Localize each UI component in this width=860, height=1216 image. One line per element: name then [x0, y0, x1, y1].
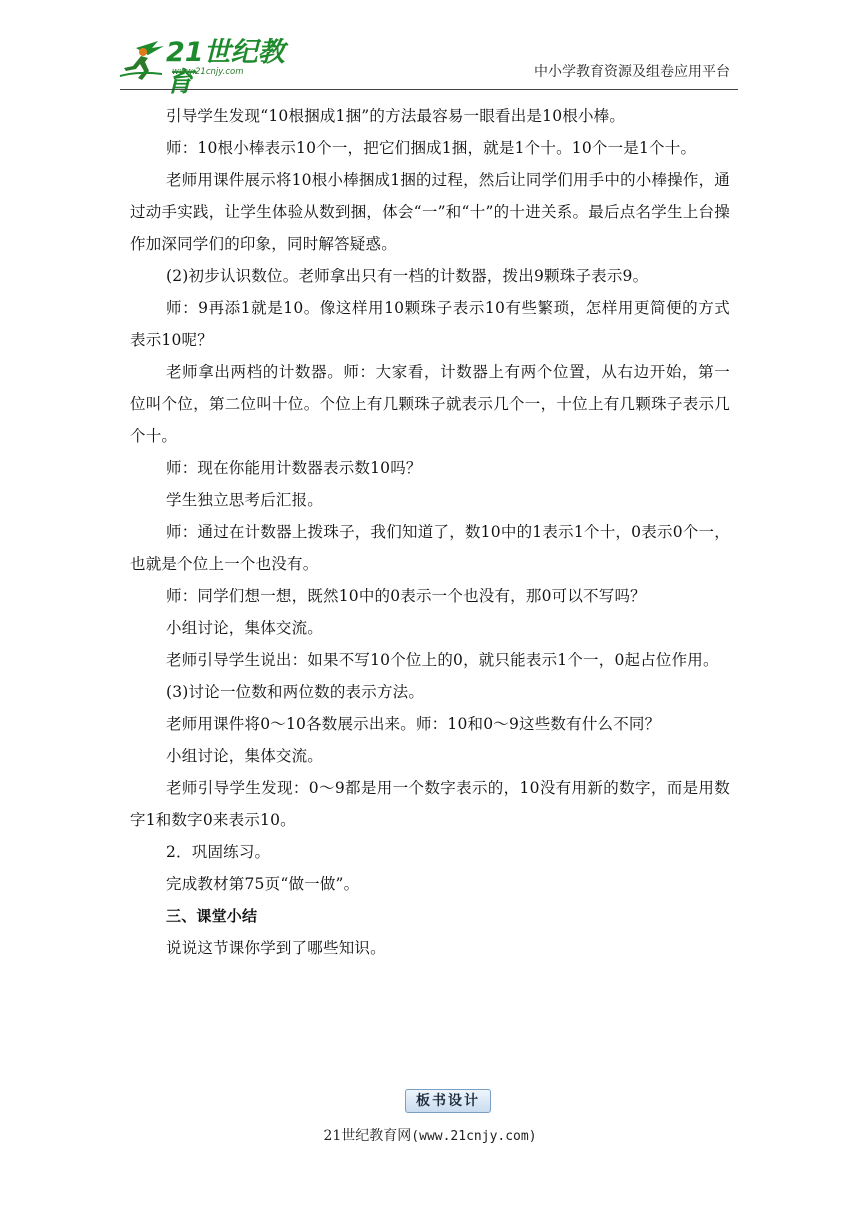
paragraph: 师：同学们想一想，既然10中的0表示一个也没有，那0可以不写吗？: [166, 587, 646, 605]
section-heading: 三、课堂小结: [166, 907, 258, 925]
paragraph: 师：10根小棒表示10个一，把它们捆成1捆，就是1个十。10个一是1个十。: [166, 139, 697, 157]
logo: [118, 37, 288, 98]
paragraph: 说说这节课你学到了哪些知识。: [166, 939, 386, 957]
paragraph: 引导学生发现“10根捆成1捆”的方法最容易一眼看出是10根小棒。: [166, 107, 626, 125]
paragraph: (3)讨论一位数和两位数的表示方法。: [166, 683, 425, 701]
paragraph: 师：通过在计数器上拨珠子，我们知道了，数10中的1表示1个十，0表示0个一，也就是个位上一个也没有。: [130, 523, 730, 573]
paragraph: 老师用课件展示将10根小棒捆成1捆的过程，然后让同学们用手中的小棒操作，通过动手实践，让学生体验从数到捆，体会“一”和“十”的十进关系。最后点名学生上台操作加深同学们的印象，同时解答疑惑。: [130, 171, 730, 253]
footer-url: (www.21cnjy.com): [411, 1129, 537, 1144]
paragraph: 学生独立思考后汇报。: [166, 491, 324, 509]
logo-text: 21世纪教育: [166, 37, 285, 98]
paragraph: 老师引导学生说出：如果不写10个位上的0，就只能表示1个一，0起占位作用。: [166, 651, 719, 669]
page-header: [0, 0, 860, 98]
paragraph: 小组讨论，集体交流。: [166, 619, 324, 637]
paragraph: 小组讨论，集体交流。: [166, 747, 324, 765]
paragraph: 完成教材第75页“做一做”。: [166, 875, 360, 893]
paragraph: 老师引导学生发现：0～9都是用一个数字表示的，10没有用新的数字，而是用数字1和数字0来表示10。: [130, 779, 730, 829]
paragraph: 师：9再添1就是10。像这样用10颗珠子表示10有些繁琐，怎样用更简便的方式表示10呢？: [130, 299, 730, 349]
header-tagline: 中小学教育资源及组卷应用平台: [534, 64, 730, 80]
paragraph: 老师用课件将0～10各数展示出来。师：10和0～9这些数有什么不同？: [166, 715, 661, 733]
logo-url: www.21cnjy.com: [172, 67, 244, 77]
paragraph: (2)初步认识数位。老师拿出只有一档的计数器，拨出9颗珠子表示9。: [166, 267, 649, 285]
board-design-label: 板书设计: [405, 1089, 491, 1113]
header-divider: [120, 89, 738, 90]
paragraph: 老师拿出两档的计数器。师：大家看，计数器上有两个位置，从右边开始，第一位叫个位，第二位叫十位。个位上有几颗珠子就表示几个一，十位上有几颗珠子表示几个十。: [130, 363, 730, 445]
page-footer: [0, 1125, 860, 1145]
document-body: [130, 100, 730, 964]
section-heading: 2．巩固练习。: [166, 843, 271, 861]
footer-site: 21世纪教育网: [323, 1128, 412, 1144]
runner-logo-icon: [118, 38, 168, 82]
paragraph: 师：现在你能用计数器表示数10吗？: [166, 459, 422, 477]
